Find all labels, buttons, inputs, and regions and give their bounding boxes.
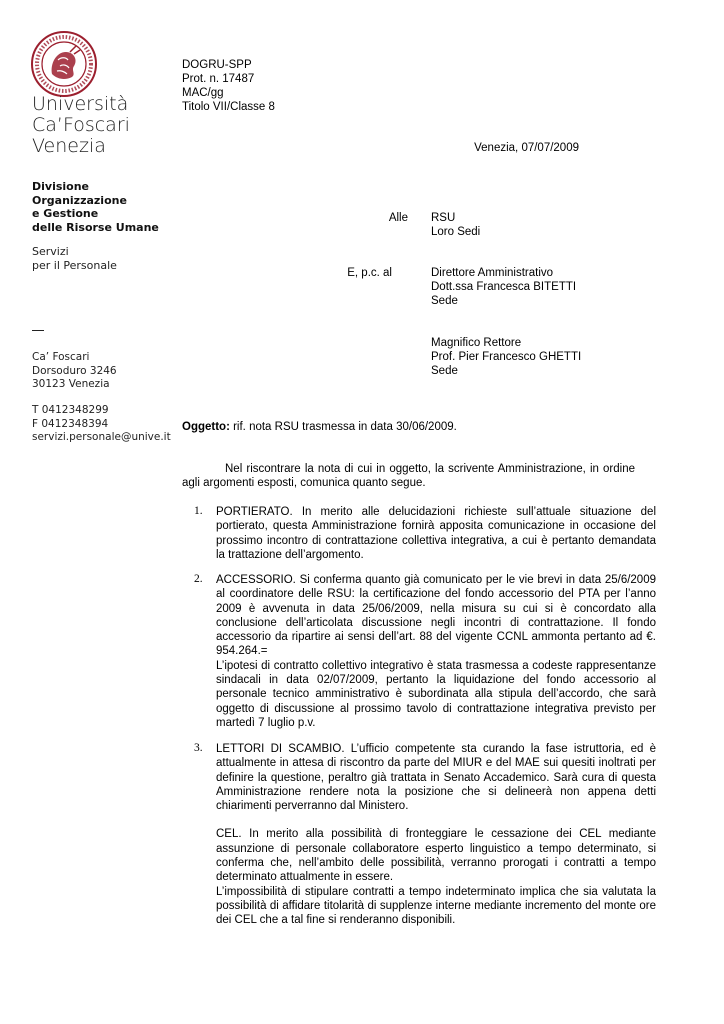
phone-number: T 0412348299 xyxy=(32,404,109,416)
list-item xyxy=(182,505,656,562)
fax-number: F 0412348394 xyxy=(32,417,109,430)
item-paragraph: L’impossibilità di stipulare contratti a tempo indeterminato implica che sia valutata la possibilità di affidare titolarità di supplenze interne mediante incremento del monte ore dei CEL che a tal fine si renderanno disponibili. xyxy=(216,885,656,927)
division-line: e Gestione xyxy=(32,207,99,220)
service-line: per il Personale xyxy=(32,258,117,272)
recipient-block xyxy=(431,211,480,239)
blank-line xyxy=(216,813,656,827)
list-item xyxy=(182,573,656,730)
recipient-line: Direttore Amministrativo xyxy=(431,267,554,279)
university-seal-logo xyxy=(30,30,98,98)
item-number: 3. xyxy=(194,742,203,754)
item-paragraph: PORTIERATO. In merito alle delucidazioni richieste sull’attuale situazione del portierato, questa Amministrazione fornirà apposita comunicazione in occasione del prossimo incontro di contrattazione collettiva integrativa, a cui è pertanto demandata la trattazione dell’argomento. xyxy=(216,506,656,561)
item-body xyxy=(216,742,656,928)
email-address: servizi.personale@unive.it xyxy=(32,431,171,443)
university-name-line: Ca’Foscari xyxy=(32,114,130,136)
recipient-line: Magnifico Rettore xyxy=(431,337,522,349)
recipient-line: Sede xyxy=(431,365,458,377)
item-paragraph: L’ipotesi di contratto collettivo integrativo è stata trasmessa a codeste rappresentanze sindacali in data 02/07/2009, pertanto la liquidazione del fondo accessorio al personale tecnico amministrativo è subordinata alla stipula dell’accordo, che sarà oggetto di discussione al prossimo tavolo di contrattazione integrativa previsto per martedì 7 luglio p.v. xyxy=(216,659,656,729)
protocol-reference xyxy=(182,58,275,114)
item-number: 2. xyxy=(194,573,203,585)
division-line: Organizzazione xyxy=(32,193,127,207)
office-contacts xyxy=(32,404,192,445)
address-line: Dorsoduro 3246 xyxy=(32,364,117,377)
division-line: delle Risorse Umane xyxy=(32,220,159,234)
university-name-line: Venezia xyxy=(32,135,106,157)
cc-recipient-block xyxy=(431,336,581,378)
subject-label: Oggetto: xyxy=(182,421,230,433)
item-paragraph: CEL. In merito alla possibilità di fronteggiare le cessazione dei CEL mediante assunzione di personale collaboratore esperto linguistico a tempo determinato, si conferma che, nell’ambito delle possibilità, verranno prorogati i contratti a tempo determinato attualmente in essere. xyxy=(216,828,656,884)
office-address xyxy=(32,351,182,392)
separator-dash xyxy=(32,330,44,331)
list-item xyxy=(182,742,656,928)
recipient-line: Prof. Pier Francesco GHETTI xyxy=(431,351,582,363)
address-line: 30123 Venezia xyxy=(32,378,110,390)
recipient-line: Loro Sedi xyxy=(431,226,481,238)
intro-paragraph: Nel riscontrare la nota di cui in oggetto, la scrivente Amministrazione, in ordine agli argomenti esposti, comunica quanto segue. xyxy=(182,463,635,490)
reference-line: DOGRU-SPP xyxy=(182,59,252,71)
letter-subject xyxy=(182,421,457,433)
university-name-line: Università xyxy=(32,93,129,115)
service-name xyxy=(32,245,182,272)
university-name xyxy=(32,94,172,157)
reference-line: Prot. n. 17487 xyxy=(182,73,255,85)
reference-line: MAC/gg xyxy=(182,87,224,99)
recipient-line: Sede xyxy=(431,295,458,307)
division-line: Divisione xyxy=(32,180,90,193)
item-body xyxy=(216,573,656,730)
item-paragraph: LETTORI DI SCAMBIO. L’ufficio competente sta curando la fase istruttoria, ed è attualmente in attesa di riscontro da parte del MIUR e del MAE sui quesiti inoltrati per definire la questione, peraltro già trattata in Senato Accademico. Sarà cura di questa Amministrazione rendere nota la posizione che si delineerà non appena detti chiarimenti perverranno dal Ministero. xyxy=(216,743,656,813)
item-paragraph: ACCESSORIO. Si conferma quanto già comunicato per le vie brevi in data 25/6/2009 al coordinatore delle RSU: la certificazione del fondo accessorio del PTA per l’anno 2009 è avvenuta in data 25/06/2009, nella misura su cui si è concordato alla conclusione dell’articolata discussione negli incontri di contrattazione. Il fondo accessorio da ripartire ai sensi dell’art. 88 del vigente CCNL ammonta pertanto ad €. 954.264.= xyxy=(216,574,656,658)
reference-line: Titolo VII/Classe 8 xyxy=(182,101,275,113)
recipient-line: Dott.ssa Francesca BITETTI xyxy=(431,281,577,293)
recipient-line: RSU xyxy=(431,212,456,224)
letter-date: Venezia, 07/07/2009 xyxy=(474,142,579,154)
item-number: 1. xyxy=(194,505,203,517)
recipient-label: Alle xyxy=(388,212,408,224)
cc-recipient-block xyxy=(431,266,576,308)
subject-text: rif. nota RSU trasmessa in data 30/06/2009. xyxy=(229,421,457,433)
cc-label: E, p.c. al xyxy=(347,267,392,279)
service-line: Servizi xyxy=(32,245,69,258)
address-line: Ca’ Foscari xyxy=(32,351,90,363)
item-body xyxy=(216,505,656,562)
division-name xyxy=(32,180,182,234)
